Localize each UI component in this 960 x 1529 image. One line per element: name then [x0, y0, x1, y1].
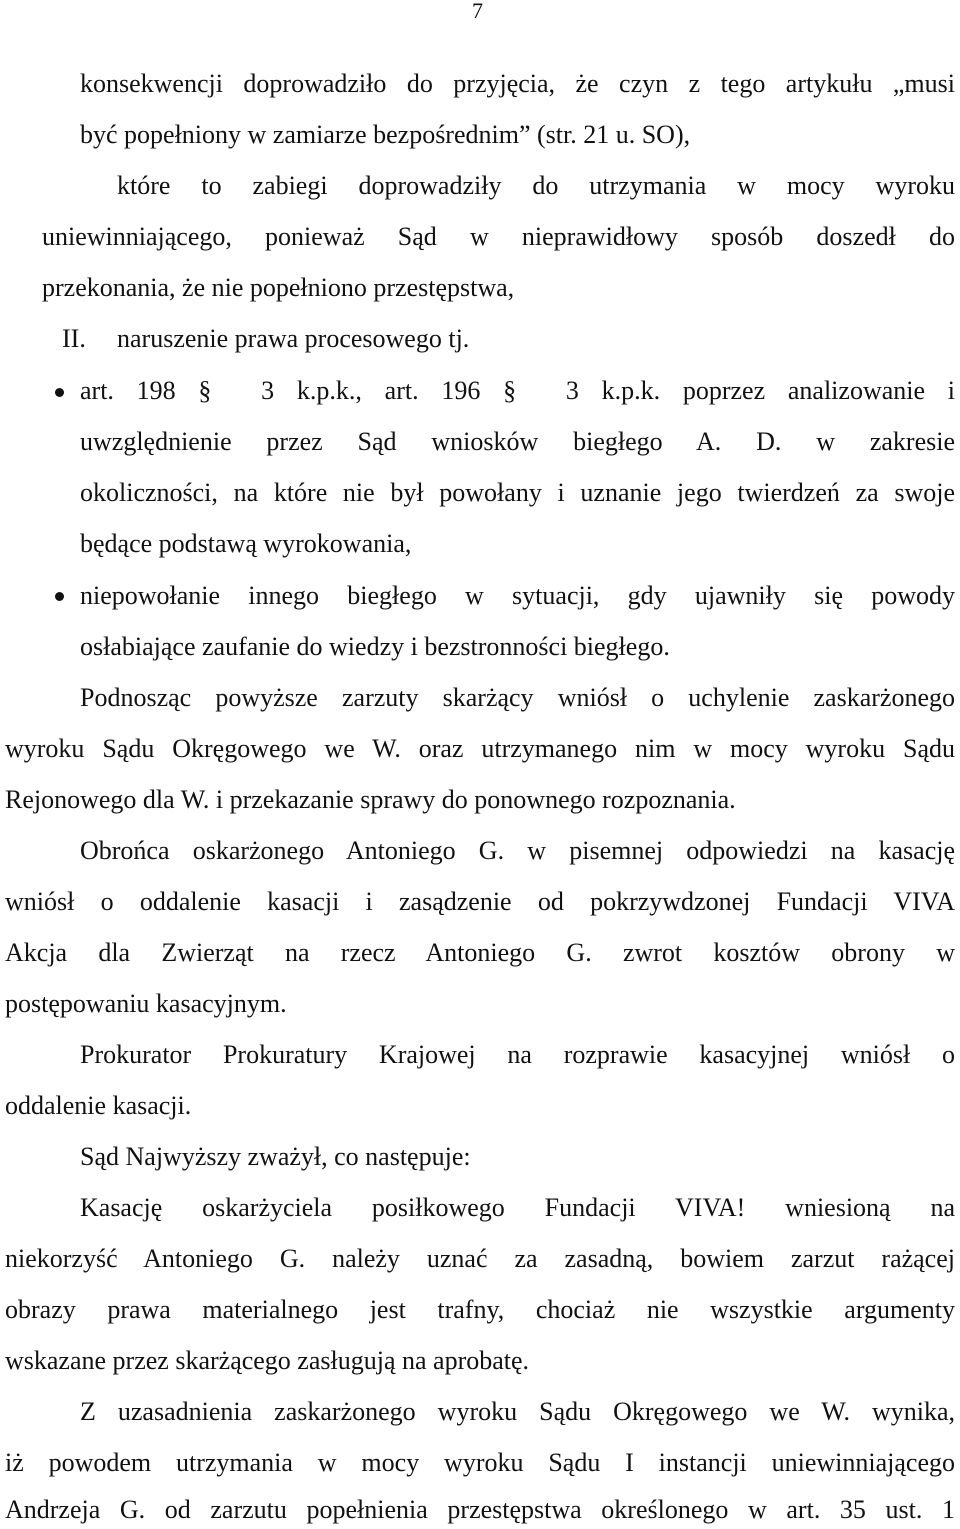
text-line: Prokurator Prokuratury Krajowej na rozprawie kasacyjnej wniósł o	[80, 1040, 955, 1069]
text-line: które to zabiegi doprowadziły do utrzymania w mocy wyroku	[117, 171, 955, 200]
text-line: naruszenie prawa procesowego tj.	[117, 324, 470, 353]
text-line: konsekwencji doprowadziło do przyjęcia, że czyn z tego artykułu „musi	[80, 69, 955, 98]
text-line: wskazane przez skarżącego zasługują na aprobatę.	[5, 1346, 530, 1375]
text-line: wyroku Sądu Okręgowego we W. oraz utrzymanego nim w mocy wyroku Sądu	[5, 734, 955, 763]
text-line: uniewinniającego, ponieważ Sąd w nieprawidłowy sposób doszedł do	[42, 222, 955, 251]
text-line: być popełniony w zamiarze bezpośrednim” (str. 21 u. SO),	[80, 120, 691, 149]
text-line: okoliczności, na które nie był powołany i uznanie jego twierdzeń za swoje	[80, 478, 955, 507]
text-line: osłabiające zaufanie do wiedzy i bezstronności biegłego.	[80, 632, 670, 661]
section-symbol-icon: §	[503, 376, 517, 405]
section-heading: Sąd Najwyższy zważył, co następuje:	[80, 1142, 471, 1171]
text-line: Kasację oskarżyciela posiłkowego Fundacji VIVA! wniesioną na	[80, 1193, 955, 1222]
text-line: Akcja dla Zwierząt na rzecz Antoniego G. zwrot kosztów obrony w	[5, 938, 955, 967]
text-line: niepowołanie innego biegłego w sytuacji, gdy ujawniły się powody	[80, 581, 955, 610]
section-symbol-icon: §	[198, 376, 212, 405]
text-line: Podnosząc powyższe zarzuty skarżący wniósł o uchylenie zaskarżonego	[80, 683, 955, 712]
list-number: II.	[62, 324, 86, 353]
text-line: Andrzeja G. od zarzutu popełnienia przestępstwa określonego w art. 35 ust. 1	[5, 1495, 955, 1524]
text-line: Rejonowego dla W. i przekazanie sprawy do ponownego rozpoznania.	[5, 785, 736, 814]
text-line	[80, 376, 955, 406]
text-fragment: 3 k.p.k. poprzez analizowanie i	[565, 376, 955, 405]
page-number: 7	[472, 0, 483, 23]
text-line: uwzględnienie przez Sąd wniosków biegłego A. D. w zakresie	[80, 427, 955, 456]
text-line: oddalenie kasacji.	[5, 1091, 192, 1120]
bullet-icon	[55, 592, 64, 601]
text-line: Obrońca oskarżonego Antoniego G. w pisemnej odpowiedzi na kasację	[80, 836, 955, 865]
text-fragment: art. 198	[80, 376, 176, 405]
text-line: obrazy prawa materialnego jest trafny, chociaż nie wszystkie argumenty	[5, 1295, 955, 1324]
text-line: iż powodem utrzymania w mocy wyroku Sądu I instancji uniewinniającego	[5, 1448, 955, 1477]
text-fragment: 3 k.p.k., art. 196	[261, 376, 481, 405]
text-line: postępowaniu kasacyjnym.	[5, 989, 287, 1018]
text-line: przekonania, że nie popełniono przestępstwa,	[42, 273, 515, 302]
text-line: będące podstawą wyrokowania,	[80, 529, 412, 558]
text-line: niekorzyść Antoniego G. należy uznać za zasadną, bowiem zarzut rażącej	[5, 1244, 955, 1273]
text-line: Z uzasadnienia zaskarżonego wyroku Sądu Okręgowego we W. wynika,	[80, 1397, 955, 1426]
text-line: wniósł o oddalenie kasacji i zasądzenie od pokrzywdzonej Fundacji VIVA	[5, 887, 955, 916]
bullet-icon	[55, 388, 64, 397]
